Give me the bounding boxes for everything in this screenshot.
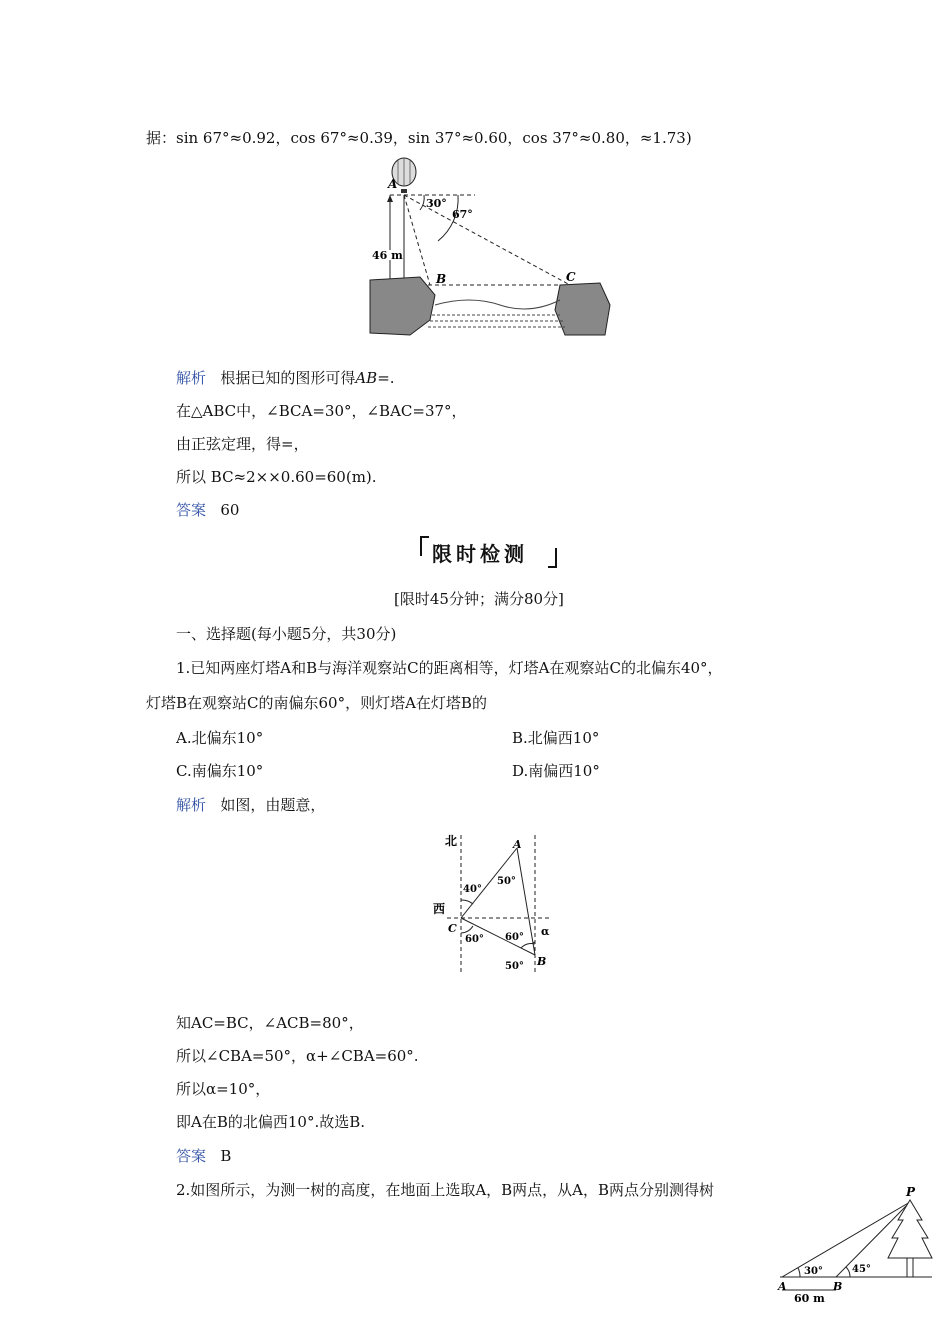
angle-45: 45° (852, 1264, 871, 1275)
label-b: B (436, 272, 447, 286)
distance-label: 60 m (794, 1292, 825, 1305)
point-a: A (513, 838, 522, 851)
angle-50-top: 50° (497, 876, 516, 887)
angle-40: 40° (463, 884, 482, 895)
north-label: 北 (445, 834, 458, 848)
label-c: C (566, 270, 576, 284)
answer-tag: 答案 (176, 1147, 207, 1165)
option-d: D.南偏西10° (512, 762, 600, 780)
angle-30: 30° (804, 1266, 823, 1277)
solution-2-line-3: 所以α=10°， (176, 1080, 271, 1098)
point-b: B (537, 955, 547, 968)
option-b: B.北偏西10° (512, 729, 600, 747)
bracket-right (548, 548, 557, 568)
west-label: 西 (433, 902, 446, 916)
solution-1-line-3: 由正弦定理，得=， (176, 435, 309, 453)
answer-1: 答案 60 (176, 501, 240, 519)
solution-1-line-1: 解析 根据已知的图形可得AB=. (176, 369, 395, 387)
solution-tag: 解析 (176, 369, 207, 387)
point-b: B (833, 1280, 843, 1293)
section-subtitle: [限时45分钟；满分80分] (394, 590, 564, 608)
question-1-line-1: 1.已知两座灯塔A和B与海洋观察站C的距离相等，灯塔A在观察站C的北偏东40°， (176, 659, 723, 677)
constants-line: 据：sin 67°≈0.92，cos 67°≈0.39，sin 37°≈0.60，cos 37°≈0.80，≈1.73) (146, 129, 692, 147)
solution-1-line-2: 在△ABC中，∠BCA=30°，∠BAC=37°， (176, 402, 467, 420)
label-a: A (388, 177, 398, 191)
angle-30: 30° (426, 197, 447, 210)
question-2-line-1: 2.如图所示，为测一树的高度，在地面上选取A，B两点，从A，B两点分别测得树 (176, 1181, 715, 1199)
bracket-left (420, 536, 429, 556)
solution-2-line-1: 知AC=BC，∠ACB=80°， (176, 1014, 364, 1032)
angle-60-c: 60° (465, 934, 484, 945)
point-c: C (448, 922, 457, 935)
solution-2-line-2: 所以∠CBA=50°，α+∠CBA=60°. (176, 1047, 419, 1065)
question-1-line-2: 灯塔B在观察站C的南偏东60°，则灯塔A在灯塔B的 (146, 694, 487, 712)
option-c: C.南偏东10° (176, 762, 264, 780)
point-a: A (778, 1280, 787, 1293)
height-label: 46 m (372, 249, 403, 262)
answer-tag: 答案 (176, 501, 207, 519)
part-heading: 一、选择题(每小题5分，共30分) (176, 625, 397, 643)
option-a: A.北偏东10° (176, 729, 264, 747)
angle-67: 67° (452, 208, 473, 221)
angle-50-bottom: 50° (505, 961, 524, 972)
solution-1-line-4: 所以 BC≈2××0.60=60(m). (176, 468, 377, 486)
answer-2: 答案 B (176, 1147, 232, 1165)
bearing-figure (425, 830, 565, 980)
section-title: 限时检测 (432, 542, 528, 566)
balloon-figure (360, 155, 620, 345)
point-p: P (906, 1185, 916, 1199)
solution-tag: 解析 (176, 796, 207, 814)
alpha-label: α (541, 925, 550, 938)
question-1-solution: 解析 如图，由题意， (176, 796, 326, 814)
tree-figure (772, 1180, 942, 1305)
angle-60-b: 60° (505, 932, 524, 943)
solution-2-line-4: 即A在B的北偏西10°.故选B. (176, 1113, 366, 1131)
